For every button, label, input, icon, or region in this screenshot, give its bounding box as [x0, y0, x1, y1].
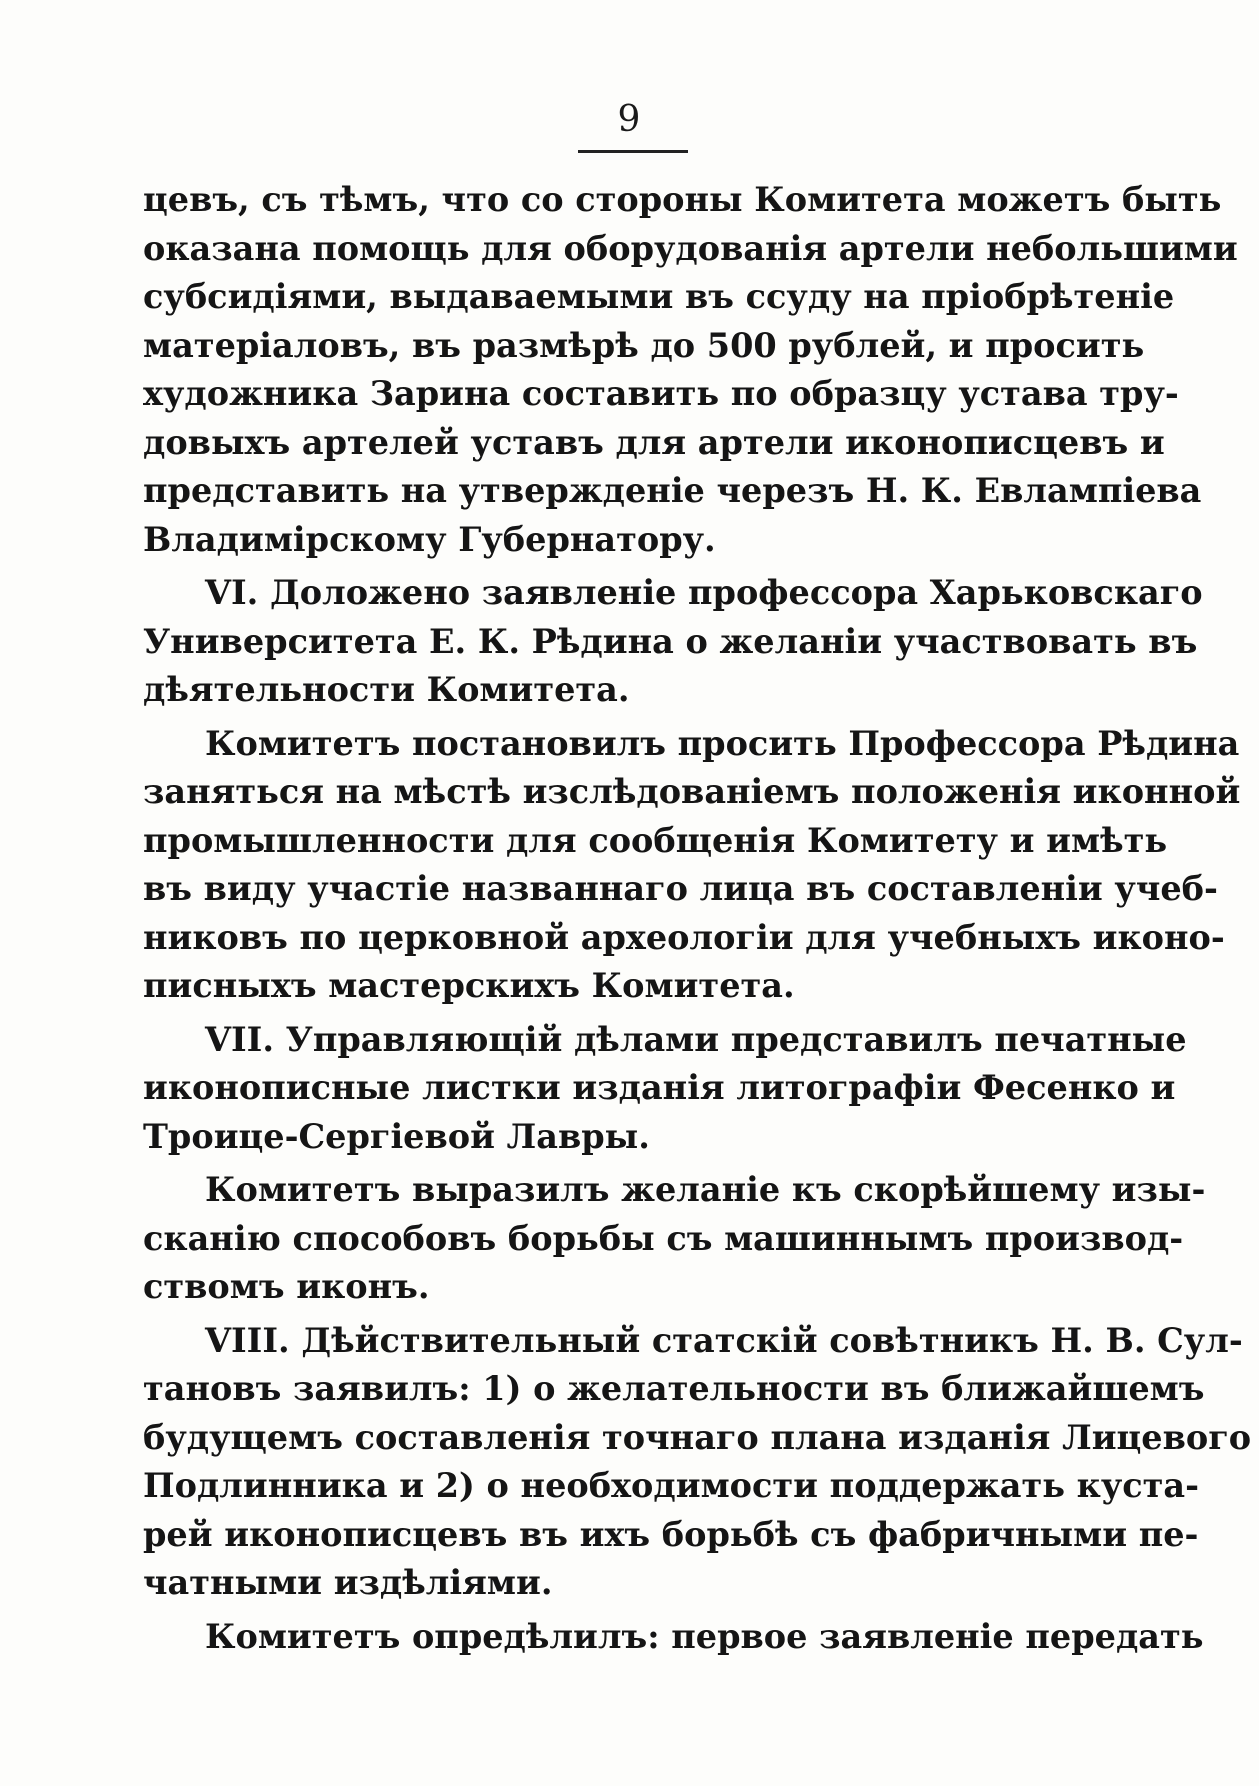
text-line: художника Зарина составить по образцу устава тру-	[143, 374, 1179, 413]
text-line: дѣятельности Комитета.	[143, 670, 630, 709]
text-line: заняться на мѣстѣ изслѣдованіемъ положенія иконной	[143, 772, 1241, 811]
text-line: ствомъ иконъ.	[143, 1267, 430, 1306]
text-line: Подлинника и 2) о необходимости поддержать куста-	[143, 1466, 1200, 1505]
text-line: промышленности для сообщенія Комитету и имѣть	[143, 820, 1168, 860]
text-line: довыхъ артелей уставъ для артели иконописцевъ и	[143, 422, 1165, 462]
text-line: VII. Управляющій дѣлами представилъ печатные	[205, 1019, 1187, 1059]
text-line: оказана помощь для оборудованія артели небольшими	[143, 228, 1238, 268]
text-line: VIII. Дѣйствительный статскій совѣтникъ Н. В. Сул-	[205, 1320, 1243, 1360]
page-number: 9	[617, 99, 642, 140]
text-line: рей иконописцевъ въ ихъ борьбѣ съ фабричными пе-	[143, 1514, 1199, 1554]
text-line: будущемъ составленія точнаго плана изданія Лицевого	[143, 1417, 1252, 1457]
text-line: Троице-Сергіевой Лавры.	[143, 1116, 650, 1156]
text-line: никовъ по церковной археологіи для учебныхъ иконо-	[143, 917, 1225, 957]
text-line: въ виду участіе названнаго лица въ составленіи учеб-	[143, 869, 1218, 908]
text-line: Комитетъ выразилъ желаніе къ скорѣйшему изы-	[205, 1170, 1206, 1209]
text-line: Владимірскому Губернатору.	[143, 519, 716, 559]
text-line: тановъ заявилъ: 1) о желательности въ ближайшемъ	[143, 1369, 1205, 1408]
text-line: иконописные листки изданія литографіи Фесенко и	[143, 1068, 1176, 1107]
text-line: представить на утвержденіе черезъ Н. К. Евлампіева	[143, 471, 1202, 510]
page-number-rule	[578, 150, 688, 153]
text-line: чатными издѣліями.	[143, 1563, 553, 1602]
text-line: Университета Е. К. Рѣдина о желаніи участвовать въ	[143, 621, 1198, 661]
text-line: цевъ, съ тѣмъ, что со стороны Комитета можетъ быть	[143, 180, 1222, 219]
text-line: субсидіями, выдаваемыми въ ссуду на пріобрѣтеніе	[143, 277, 1175, 316]
text-line: сканію способовъ борьбы съ машиннымъ производ-	[143, 1218, 1184, 1258]
text-line: матеріаловъ, въ размѣрѣ до 500 рублей, и просить	[143, 325, 1145, 365]
text-line: Комитетъ постановилъ просить Профессора Рѣдина	[205, 723, 1240, 763]
text-line: VI. Доложено заявленіе профессора Харьковскаго	[205, 573, 1203, 612]
body-text	[143, 176, 1252, 1661]
text-line: писныхъ мастерскихъ Комитета.	[143, 966, 795, 1005]
text-line: Комитетъ опредѣлилъ: первое заявленіе передать	[205, 1616, 1204, 1656]
